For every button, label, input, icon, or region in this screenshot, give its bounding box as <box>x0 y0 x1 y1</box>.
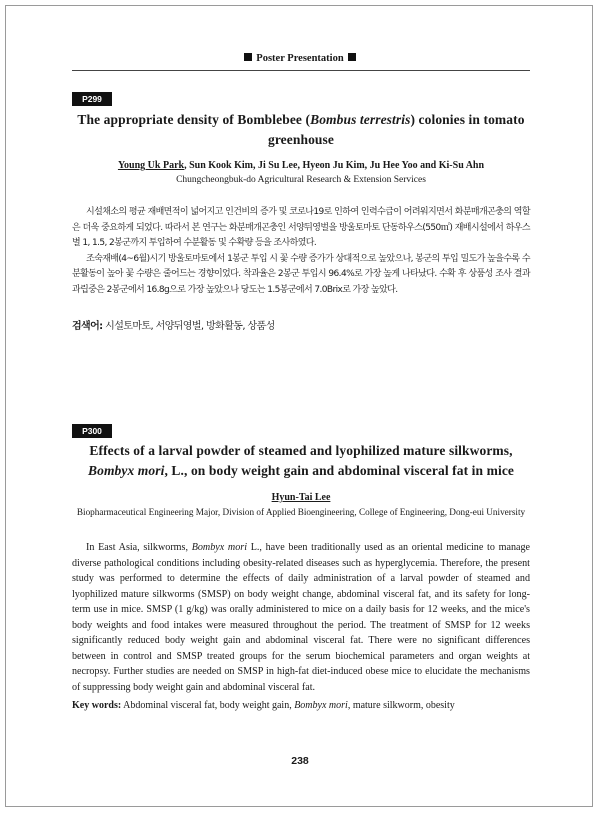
author-list <box>72 159 530 172</box>
section-header-label: Poster Presentation <box>256 53 344 64</box>
keywords <box>72 699 530 712</box>
author-list <box>72 491 530 504</box>
presenting-author: Young Uk Park <box>117 160 185 171</box>
page-number: 238 <box>291 755 309 767</box>
title-text: The appropriate density of Bomblebee ( <box>77 112 311 127</box>
keywords-species: Bombyx mori <box>294 700 348 711</box>
abstract-body <box>72 205 530 298</box>
keywords-text-end: , mature silkworm, obesity <box>347 700 455 711</box>
section-header <box>0 53 600 64</box>
affiliation: Biopharmaceutical Engineering Major, Division of Applied Bioengineering, College of Engineering, Dong-eui University <box>76 507 526 517</box>
abstract-species: Bombyx mori <box>191 542 247 553</box>
abstract-paragraph: 시설채소의 평균 재배면적이 넓어지고 인건비의 증가 및 코로나19로 인하여 인력수급이 어려워지면서 화분매개곤충의 역할은 더욱 중요하게 되었다. 따라서 본 연구는 화분매개곤충인 서양뒤영벌을 방울토마토 단동하우스(550㎡) 재배시설에서 하우스별 1, 1.5, 2봉군까지 투입하여 수분활동 및 수확량 등을 조사하였다. <box>72 207 530 248</box>
keywords-text: Abdominal visceral fat, body weight gain, <box>121 700 295 711</box>
abstract-text: In East Asia, silkworms, <box>86 542 192 553</box>
affiliation: Chungcheongbuk-do Agricultural Research & Extension Services <box>176 175 426 185</box>
keywords-label: 검색어: <box>72 321 103 332</box>
poster-title <box>72 110 530 150</box>
title-species: Bombyx mori <box>87 463 165 478</box>
co-authors: , Sun Kook Kim, Ji Su Lee, Hyeon Ju Kim, Ju Hee Yoo and Ki-Su Ahn <box>184 160 485 171</box>
presenting-author: Hyun-Tai Lee <box>271 492 331 503</box>
title-text-end: , L., on body weight gain and abdominal visceral fat in mice <box>164 463 514 478</box>
poster-title <box>72 441 530 481</box>
poster-id-badge: P300 <box>72 424 112 438</box>
title-text: Effects of a larval powder of steamed and lyophilized mature silkworms, <box>89 443 513 458</box>
square-bullet-icon <box>244 53 252 61</box>
abstract-paragraph: 조숙재배(4~6월)시기 방울토마토에서 1봉군 투입 시 꽃 수량 증가가 상대적으로 높았으나, 봉군의 투입 밀도가 높을수록 수분활동이 높아 꽃 수량은 줄어드는 경향이었다. 착과율은 2봉군 투입시 96.4%로 가장 높게 나타났다. 수확 후 상품성 조사 결과 과립중은 2봉군에서 16.8g으로 가장 높았으나 당도는 1.5봉군에서 7.0Brix로 가장 높았다. <box>72 253 530 295</box>
abstract-body <box>72 540 530 695</box>
abstract-paragraph <box>72 540 530 695</box>
title-species: Bombus terrestris <box>310 112 411 127</box>
square-bullet-icon <box>348 53 356 61</box>
keywords <box>72 320 530 333</box>
title-text-end: ) colonies in tomato greenhouse <box>267 112 525 147</box>
keywords-label: Key words: <box>72 700 122 711</box>
abstract-text-end: L., have been traditionally used as an oriental medicine to manage diverse pathological conditions including obesity-related diseases such as hyperglycemia. Therefore, the present study was performed to determine the effects of daily administration of a larval powder of steamed and lyophilized mature silkworms (SMSP) on body weight change, abdominal visceral fat, and its safety for long-term use in mice. SMSP (1 g/kg) was orally administered to mice on a daily basis for 12 weeks, and the mice's body weights and food intakes were measured throughout the period. The treatment of SMSP for 12 weeks significantly reduced body weight gain and abdominal visceral fat. There were no significant differences between in control and SMSP treated groups for the serum biochemical parameters and organ weights at necropsy. Further studies are needed on SMSP in high-fat diet-induced obese mice to elucidate the mechanisms of suppressing body weight gain and abdominal visceral fat. <box>72 542 530 693</box>
poster-id-badge: P299 <box>72 92 112 106</box>
keywords-text: 시설토마토, 서양뒤영벌, 방화활동, 상품성 <box>102 321 275 332</box>
header-rule <box>72 70 530 71</box>
